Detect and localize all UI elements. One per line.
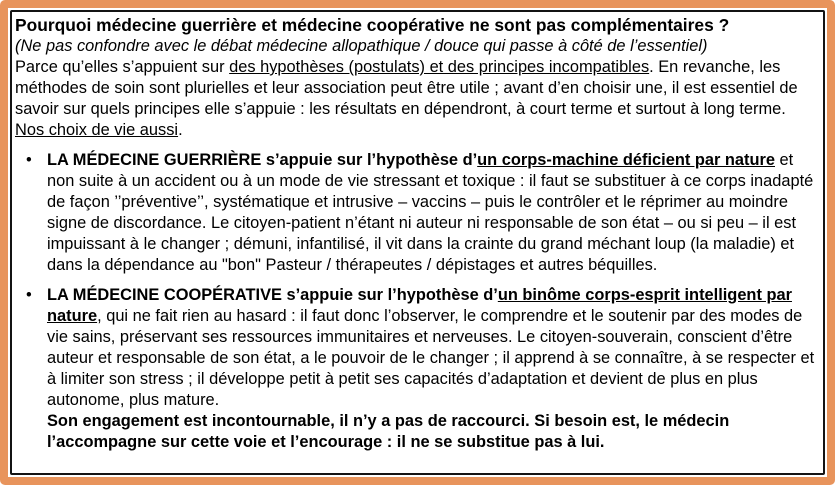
intro-text-mid: . En revanche, les méthodes de soin sont plurielles et leur association peut être utile ; avant d’en choisir une, il est essentiel de savoir sur quels principes elle s’appuie : les résultats en dépendront, à court terme et surtout à long terme. xyxy=(15,58,798,118)
intro-text-start: Parce qu’elles s’appuient sur xyxy=(15,58,230,76)
guerriere-body-text: et non suite à un accident ou à un mode de vie stressant et toxique : il faut se substituer à ce corps inadapté de façon ’’préventive’’, systématique et intrusive – vaccins – puis le contrôler et le réprimer au moindre signe de discordance. Le citoyen-patient n’étant ni auteur ni responsable de son état – ou si peu – il est impuissant à le changer ; démuni, infantilisé, il vit dans la crainte du grand méchant loup (la maladie) et dans la dépendance au "bon" Pasteur / thérapeutes / dépistages et autres béquilles. xyxy=(47,151,814,274)
cooperative-closing-bold: Son engagement est incontournable, il n’y a pas de raccourci. Si besoin est, le médecin l’accompagne sur cette voie et l’encourage : il ne se substitue pas à lui. xyxy=(47,412,730,451)
bullet-item-medecine-cooperative xyxy=(15,285,816,453)
intro-text-end: . xyxy=(178,121,183,139)
underlined-phrase-choix-de-vie: Nos choix de vie aussi xyxy=(15,121,179,139)
guerriere-lead-bold: LA MÉDECINE GUERRIÈRE s’appuie sur l’hypothèse d’ xyxy=(47,151,478,169)
cooperative-lead-bold: LA MÉDECINE COOPÉRATIVE s’appuie sur l’hypothèse d’ xyxy=(47,286,498,304)
document-title: Pourquoi médecine guerrière et médecine coopérative ne sont pas complémentaires ? xyxy=(15,15,730,35)
bullet-text-cooperative xyxy=(47,285,816,453)
underlined-phrase-hypotheses: des hypothèses (postulats) et des principes incompatibles xyxy=(229,58,650,76)
cooperative-body-text: , qui ne fait rien au hasard : il faut donc l’observer, le comprendre et le soutenir par des modes de vie sains, préservant ses ressources immunitaires et nerveuses. Le citoyen-souverain, conscient d’être auteur et responsable de son état, a le pouvoir de le changer ; il apprend à se connaître, à se respecter et à limiter son stress ; il développe petit à petit ses capacités d’adaptation et devient de plus en plus autonome, plus mature. xyxy=(47,307,815,409)
bullet-item-medecine-guerriere xyxy=(15,150,816,276)
document-page xyxy=(10,10,825,475)
bullet-text-guerriere xyxy=(47,150,816,276)
cooperative-underlined-hypothesis: un binôme corps-esprit intelligent par nature xyxy=(47,286,792,325)
intro-paragraph xyxy=(15,15,816,141)
bullet-icon: • xyxy=(26,286,32,304)
guerriere-underlined-hypothesis: un corps-machine déficient par nature xyxy=(477,151,775,169)
document-subtitle: (Ne pas confondre avec le débat médecine allopathique / douce qui passe à côté de l’essentiel) xyxy=(15,37,708,55)
bullet-icon: • xyxy=(26,151,32,169)
